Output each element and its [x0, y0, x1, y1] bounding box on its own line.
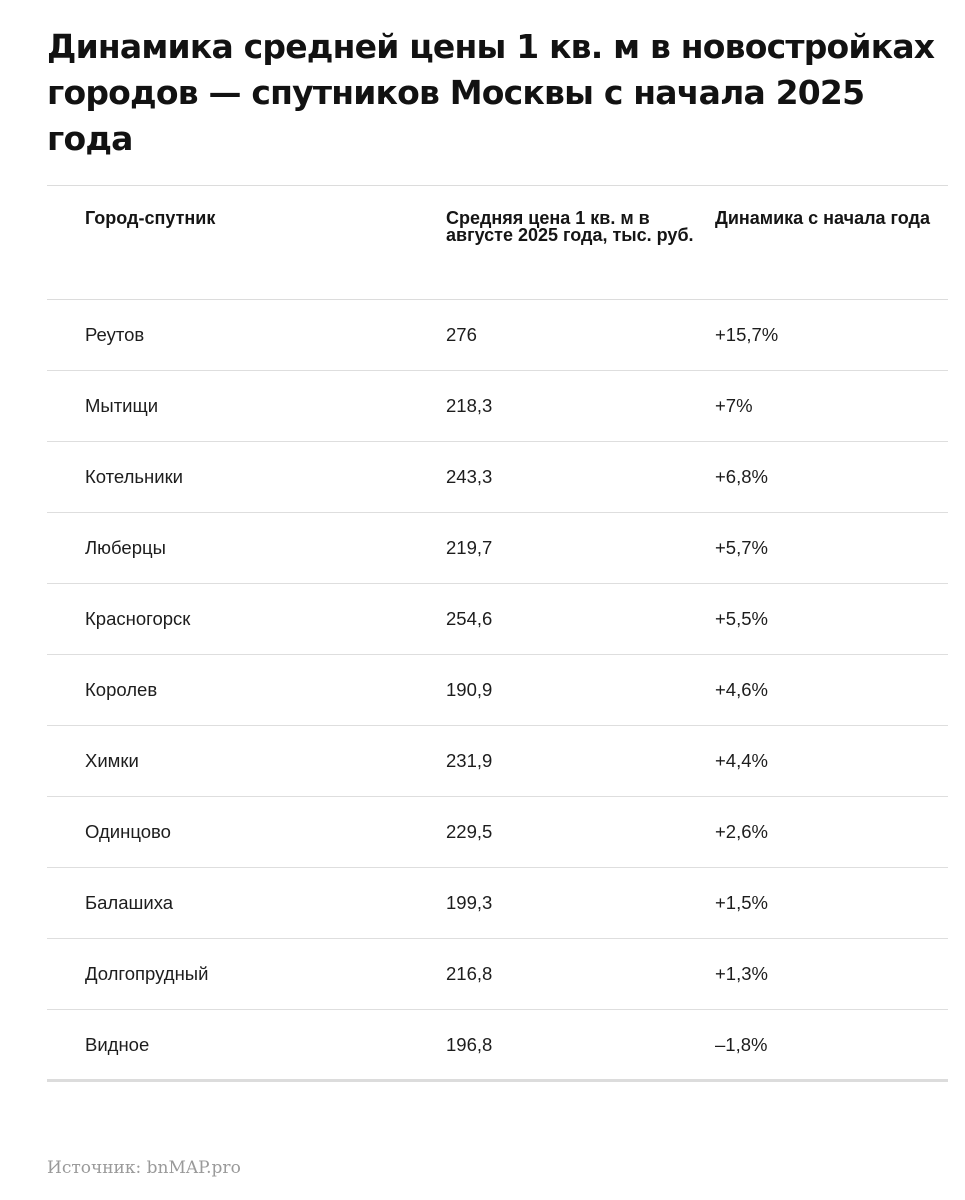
- cell-price: 218,3: [446, 371, 715, 442]
- cell-city: Королев: [47, 655, 446, 726]
- cell-price: 190,9: [446, 655, 715, 726]
- cell-change: +5,7%: [715, 513, 948, 584]
- header-change: Динамика с начала года: [715, 186, 948, 300]
- source-note: Источник: bnMAP.pro: [47, 1158, 241, 1178]
- cell-city: Химки: [47, 726, 446, 797]
- cell-price: 276: [446, 300, 715, 371]
- table-row: [47, 1010, 948, 1081]
- table-row: [47, 371, 948, 442]
- cell-change: +7%: [715, 371, 948, 442]
- cell-price: 196,8: [446, 1010, 715, 1081]
- cell-change: +4,4%: [715, 726, 948, 797]
- cell-change: +2,6%: [715, 797, 948, 868]
- header-price: Средняя цена 1 кв. м в августе 2025 года, тыс. руб.: [446, 186, 715, 300]
- cell-city: Балашиха: [47, 868, 446, 939]
- cell-change: +5,5%: [715, 584, 948, 655]
- cell-price: 199,3: [446, 868, 715, 939]
- table-row: [47, 655, 948, 726]
- cell-change: +1,5%: [715, 868, 948, 939]
- table-row: [47, 726, 948, 797]
- cell-price: 216,8: [446, 939, 715, 1010]
- cell-change: +1,3%: [715, 939, 948, 1010]
- cell-city: Реутов: [47, 300, 446, 371]
- table-row: [47, 584, 948, 655]
- table-row: [47, 442, 948, 513]
- cell-price: 229,5: [446, 797, 715, 868]
- cell-city: Котельники: [47, 442, 446, 513]
- cell-change: +4,6%: [715, 655, 948, 726]
- cell-change: +15,7%: [715, 300, 948, 371]
- table-row: [47, 797, 948, 868]
- cell-change: +6,8%: [715, 442, 948, 513]
- price-table: [47, 185, 948, 1082]
- cell-price: 219,7: [446, 513, 715, 584]
- cell-price: 254,6: [446, 584, 715, 655]
- cell-price: 231,9: [446, 726, 715, 797]
- table-header-row: [47, 186, 948, 300]
- cell-price: 243,3: [446, 442, 715, 513]
- table-row: [47, 868, 948, 939]
- data-table-container: [47, 185, 948, 1082]
- table-row: [47, 939, 948, 1010]
- header-city: Город-спутник: [47, 186, 446, 300]
- cell-city: Долгопрудный: [47, 939, 446, 1010]
- cell-city: Одинцово: [47, 797, 446, 868]
- page-title: Динамика средней цены 1 кв. м в новостройках городов — спутников Москвы с начала 2025 года: [47, 27, 935, 158]
- cell-city: Видное: [47, 1010, 446, 1081]
- cell-city: Мытищи: [47, 371, 446, 442]
- cell-city: Люберцы: [47, 513, 446, 584]
- cell-change: –1,8%: [715, 1010, 948, 1081]
- cell-city: Красногорск: [47, 584, 446, 655]
- table-row: [47, 513, 948, 584]
- table-row: [47, 300, 948, 371]
